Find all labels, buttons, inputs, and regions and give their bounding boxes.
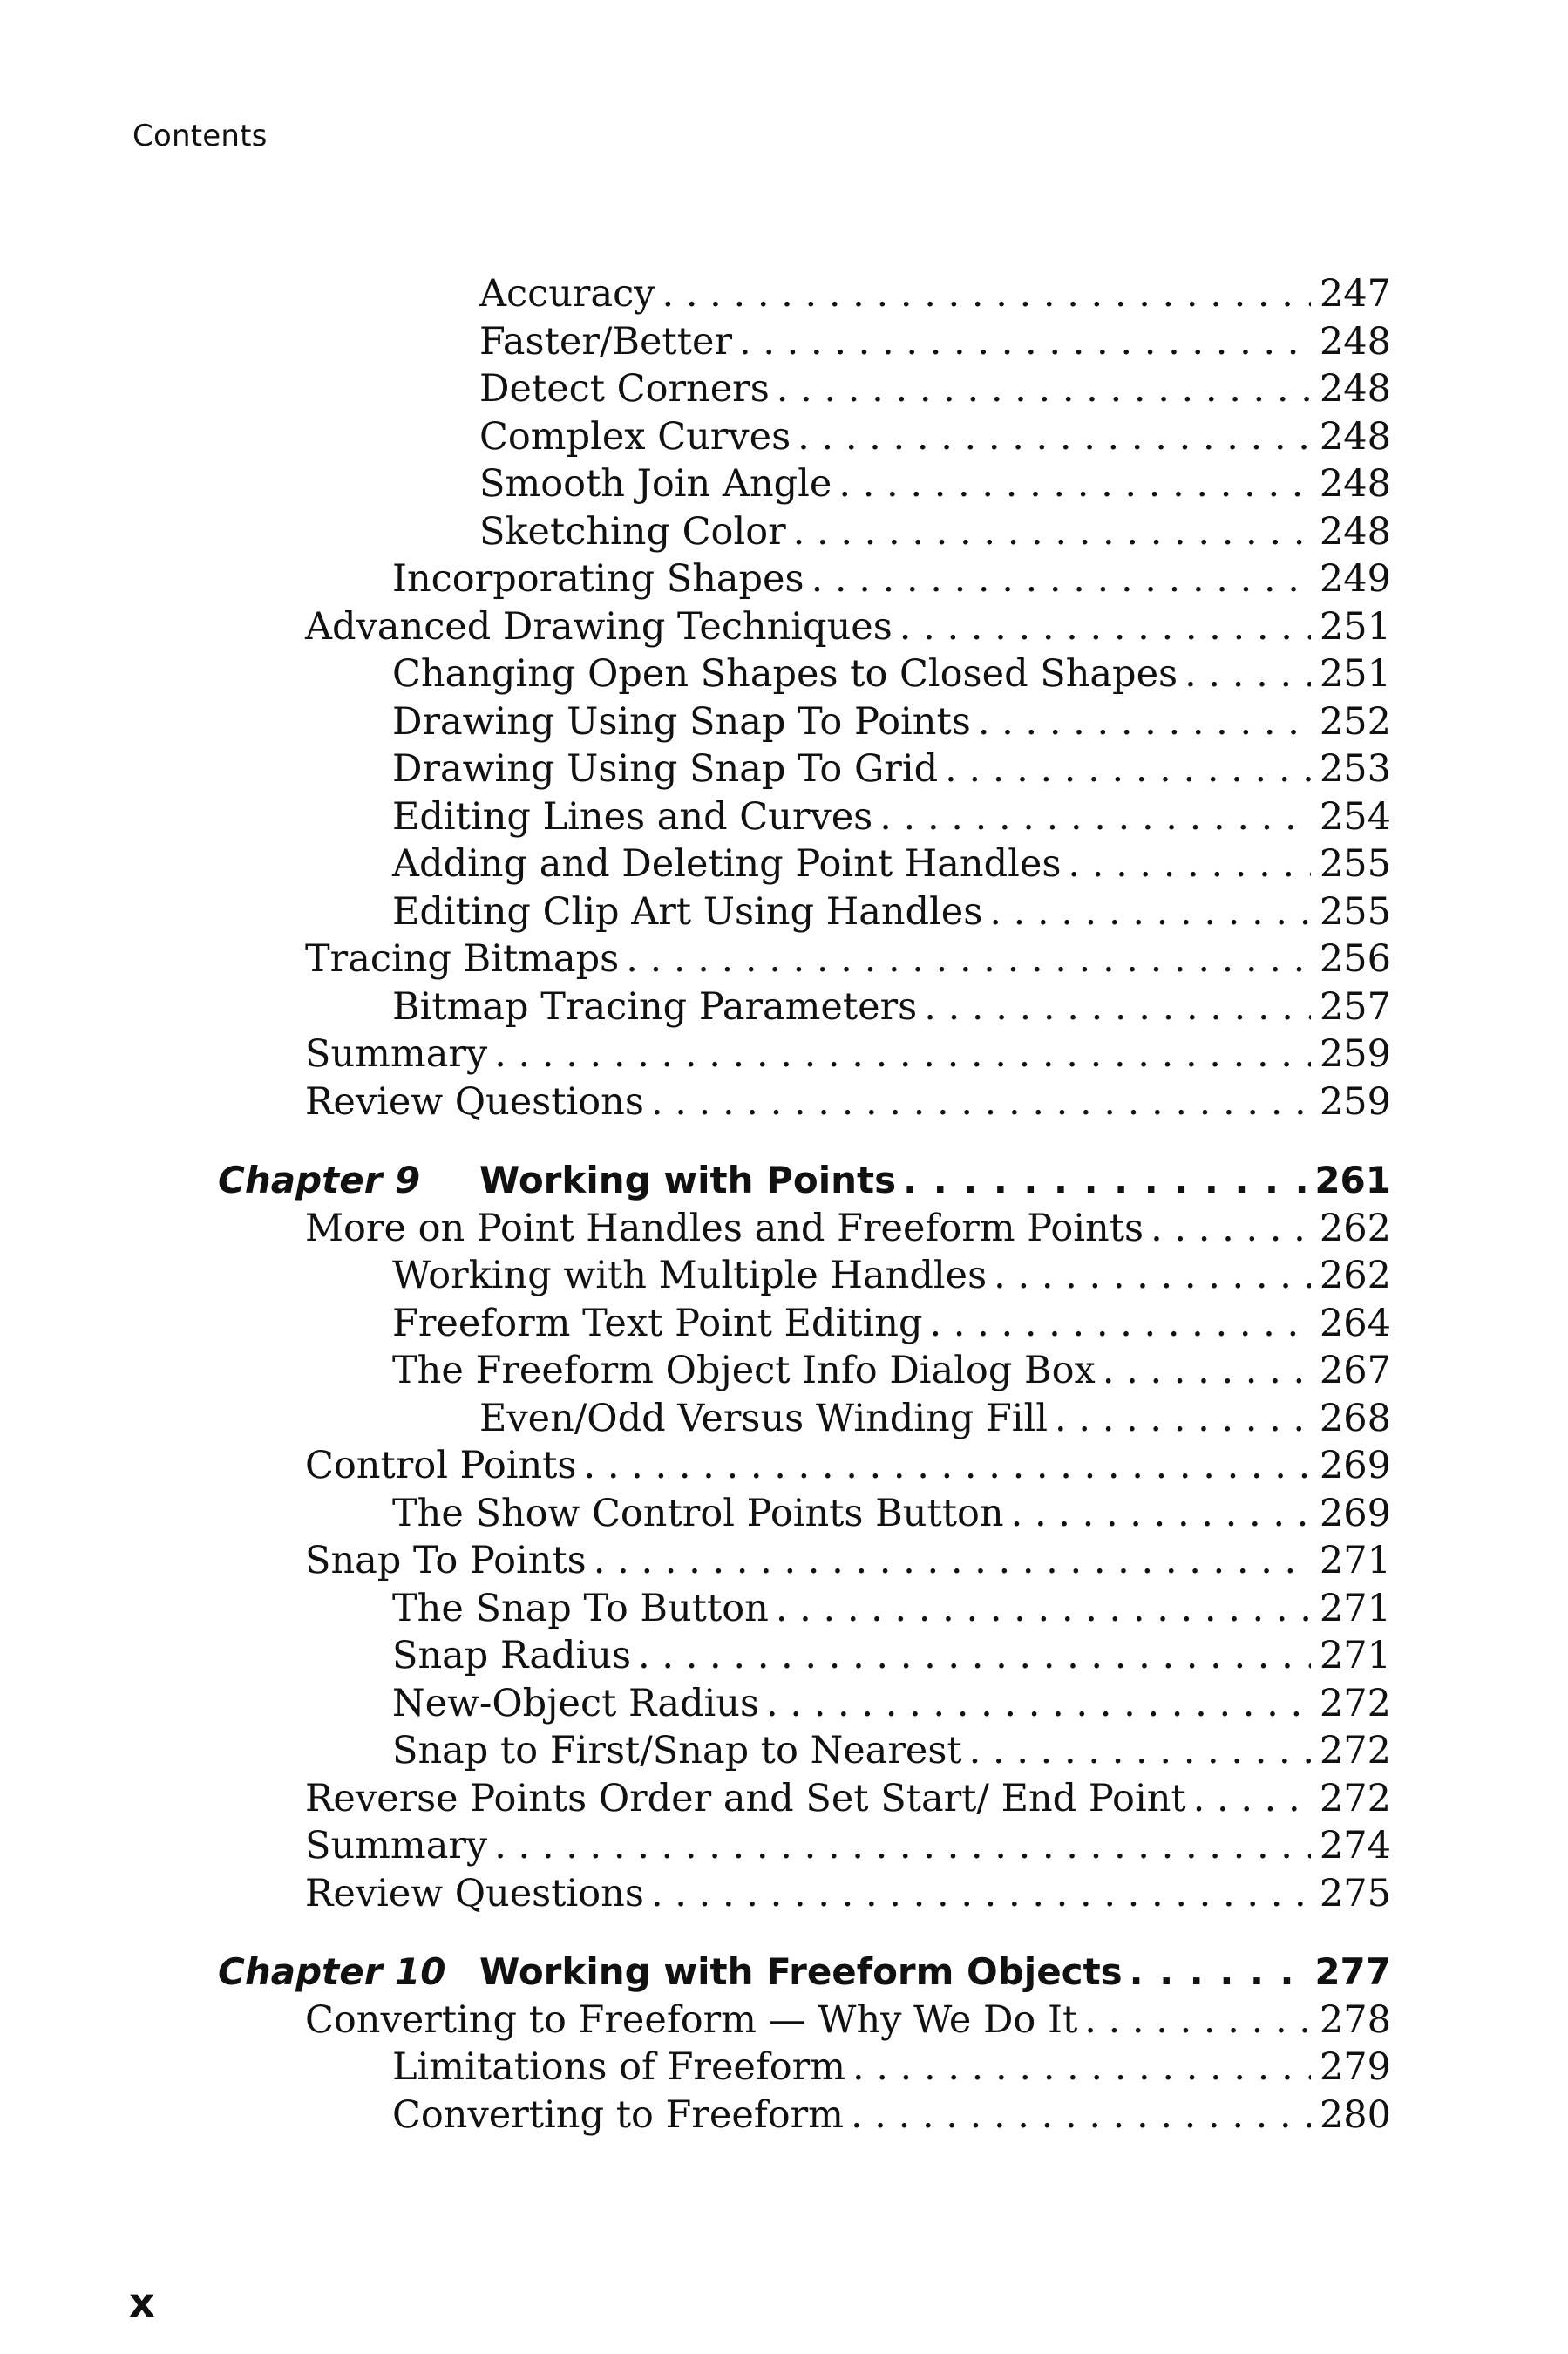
toc-entry-page: 259 [1319,1032,1391,1076]
toc-entry-complex-curves [218,413,1391,461]
toc-entry-page: 278 [1319,1997,1391,2042]
chapter-label: Chapter 9 [218,1159,421,1201]
toc-entry-limitations-freeform [218,2044,1391,2092]
dot-leader [776,1585,1311,1633]
toc-entry-page: 259 [1319,1079,1391,1124]
toc-entry-page: 280 [1319,2092,1391,2137]
toc-entry-page: 271 [1319,1634,1391,1677]
toc-entry-title: Editing Lines and Curves [392,793,879,841]
dot-leader [978,698,1311,746]
toc-entry-title: More on Point Handles and Freeform Points [305,1205,1151,1253]
dot-leader [838,460,1311,508]
dot-leader [777,365,1311,413]
toc-entry-title: Complex Curves [479,413,798,461]
chapter-title: Working with Freeform Objects [479,1950,1123,1993]
dot-leader [899,603,1311,651]
toc-entry-page: 271 [1319,1539,1391,1582]
toc-entry-title: Review Questions [305,1078,651,1126]
toc-entry-title: Accuracy [479,270,662,318]
toc-entry-title: Drawing Using Snap To Grid [392,745,945,793]
toc-entry-detect-corners [218,365,1391,413]
toc-entry-title: The Show Control Points Button [392,1490,1011,1538]
dot-leader [739,318,1311,366]
toc-entry-title: The Freeform Object Info Dialog Box [392,1347,1103,1395]
toc-entry-review-questions [218,1870,1391,1918]
toc-entry-editing-lines-curves [218,793,1391,841]
chapter-10-heading [218,1949,1391,1997]
toc-entry-editing-clip-art [218,888,1391,936]
toc-entry-title: Converting to Freeform [392,2092,851,2140]
toc-entry-even-odd-winding [218,1395,1391,1443]
toc-entry-freeform-object-info [218,1347,1391,1395]
toc-entry-title: Detect Corners [479,365,777,413]
toc-entry-review-questions [218,1078,1391,1126]
dot-leader [662,270,1310,318]
toc-entry-title: Summary [305,1031,494,1078]
toc-entry-changing-open-shapes [218,650,1391,698]
toc-entry-drawing-snap-to-grid [218,745,1391,793]
chapter-9-heading [218,1157,1391,1205]
toc-entry-title: Converting to Freeform — Why We Do It [305,1997,1084,2044]
toc-entry-page: 253 [1319,747,1391,791]
toc-entry-snap-to-button [218,1585,1391,1633]
toc-entry-sketching-color [218,508,1391,556]
toc-entry-summary [218,1031,1391,1078]
toc-entry-title: Control Points [305,1442,584,1490]
dot-leader [852,2044,1311,2092]
toc-entry-page: 249 [1319,557,1391,601]
chapter-page: 261 [1314,1159,1391,1201]
toc-entry-title: Incorporating Shapes [392,555,811,603]
toc-entry-page: 264 [1319,1301,1391,1345]
dot-leader [766,1680,1311,1728]
toc-entry-title: Snap to First/Snap to Nearest [392,1727,969,1775]
dot-leader [594,1537,1311,1585]
toc-entry-page: 269 [1319,1444,1391,1487]
dot-leader [969,1727,1311,1775]
toc-entry-snap-to-points [218,1537,1391,1585]
toc-entry-title: The Snap To Button [392,1585,776,1633]
dot-leader [994,1252,1311,1300]
page-folio: x [129,2279,155,2326]
toc-entry-page: 248 [1319,367,1391,411]
dot-leader [1151,1205,1311,1253]
toc-entry-multiple-handles [218,1252,1391,1300]
dot-leader [945,745,1311,793]
toc-entry-title: Snap To Points [305,1537,594,1585]
dot-leader [1193,1775,1311,1823]
toc-entry-freeform-text-point-editing [218,1300,1391,1348]
toc-entry-page: 255 [1319,889,1391,934]
toc-entry-page: 272 [1319,1729,1391,1772]
toc-entry-page: 262 [1319,1254,1391,1297]
dot-leader [1103,1347,1311,1395]
toc-entry-page: 271 [1319,1586,1391,1630]
dot-leader [793,508,1311,556]
chapter-page: 277 [1314,1950,1391,1993]
toc-entry-title: Drawing Using Snap To Points [392,698,978,746]
dot-leader [1084,1997,1311,2044]
toc-entry-drawing-snap-to-points [218,698,1391,746]
dot-leader [494,1031,1311,1078]
toc-entry-bitmap-tracing-parameters [218,983,1391,1031]
dot-leader [651,1078,1311,1126]
toc-entry-converting-why [218,1997,1391,2044]
toc-entry-snap-first-nearest [218,1727,1391,1775]
toc-entry-page: 257 [1319,984,1391,1029]
toc-entry-title: Editing Clip Art Using Handles [392,888,989,936]
toc-entry-reverse-points-order [218,1775,1391,1823]
toc-entry-faster-better [218,318,1391,366]
dot-leader [1068,840,1311,888]
toc-entry-title: Advanced Drawing Techniques [305,603,899,651]
chapter-label: Chapter 10 [218,1950,446,1993]
toc-entry-title: Faster/Better [479,318,739,366]
dot-leader [1184,650,1311,698]
toc-entry-more-on-point-handles [218,1205,1391,1253]
dot-leader [638,1632,1311,1680]
toc-entry-title: Reverse Points Order and Set Start/ End Point [305,1775,1193,1823]
toc-entry-page: 267 [1319,1349,1391,1392]
dot-leader [811,555,1311,603]
toc-entry-title: Working with Multiple Handles [392,1252,994,1300]
table-of-contents [218,270,1391,2139]
dot-leader [584,1442,1311,1490]
toc-entry-page: 274 [1319,1824,1391,1868]
toc-entry-page: 272 [1319,1681,1391,1725]
toc-entry-title: Summary [305,1822,494,1870]
toc-entry-title: Sketching Color [479,508,793,556]
running-head: Contents [132,119,268,153]
toc-entry-page: 251 [1319,604,1391,649]
toc-entry-page: 254 [1319,794,1391,839]
toc-entry-title: Tracing Bitmaps [305,935,626,983]
toc-entry-control-points [218,1442,1391,1490]
toc-entry-title: Adding and Deleting Point Handles [392,840,1068,888]
toc-entry-page: 251 [1319,652,1391,696]
toc-entry-page: 247 [1319,272,1391,316]
dot-leader [924,983,1311,1031]
dot-leader [798,413,1311,461]
toc-entry-title: Snap Radius [392,1632,638,1680]
toc-entry-title: Changing Open Shapes to Closed Shapes [392,650,1184,698]
dot-leader [1055,1395,1311,1443]
toc-entry-page: 279 [1319,2045,1391,2089]
toc-entry-page: 268 [1319,1396,1391,1440]
toc-entry-new-object-radius [218,1680,1391,1728]
dot-leader [651,1870,1311,1918]
toc-entry-title: Bitmap Tracing Parameters [392,983,924,1031]
toc-entry-page: 248 [1319,462,1391,506]
toc-entry-page: 272 [1319,1776,1391,1820]
toc-entry-adding-deleting-handles [218,840,1391,888]
toc-entry-show-control-points [218,1490,1391,1538]
toc-entry-page: 252 [1319,699,1391,744]
toc-entry-smooth-join-angle [218,460,1391,508]
dot-leader [494,1822,1311,1870]
dot-leader [989,888,1311,936]
toc-entry-page: 256 [1319,937,1391,981]
toc-entry-page: 248 [1319,319,1391,364]
toc-entry-page: 269 [1319,1491,1391,1535]
dot-leader [626,935,1311,983]
toc-entry-page: 275 [1319,1871,1391,1915]
toc-entry-page: 248 [1319,414,1391,459]
toc-entry-page: 248 [1319,509,1391,554]
toc-entry-advanced-drawing-techniques [218,603,1391,651]
dot-leader [903,1157,1306,1205]
toc-entry-snap-radius [218,1632,1391,1680]
toc-entry-incorporating-shapes [218,555,1391,603]
toc-entry-title: Review Questions [305,1870,651,1918]
dot-leader [1011,1490,1311,1538]
toc-entry-converting-freeform [218,2092,1391,2140]
toc-entry-tracing-bitmaps [218,935,1391,983]
dot-leader [1130,1949,1307,1997]
toc-entry-page: 255 [1319,842,1391,886]
dot-leader [879,793,1311,841]
chapter-title: Working with Points [479,1159,897,1201]
toc-entry-accuracy [218,270,1391,318]
toc-entry-title: Limitations of Freeform [392,2044,852,2092]
dot-leader [851,2092,1311,2140]
toc-entry-title: New-Object Radius [392,1680,766,1728]
toc-entry-title: Freeform Text Point Editing [392,1300,929,1348]
dot-leader [929,1300,1310,1348]
toc-entry-title: Smooth Join Angle [479,460,838,508]
toc-entry-title: Even/Odd Versus Winding Fill [479,1395,1055,1443]
toc-entry-summary [218,1822,1391,1870]
toc-entry-page: 262 [1319,1206,1391,1250]
